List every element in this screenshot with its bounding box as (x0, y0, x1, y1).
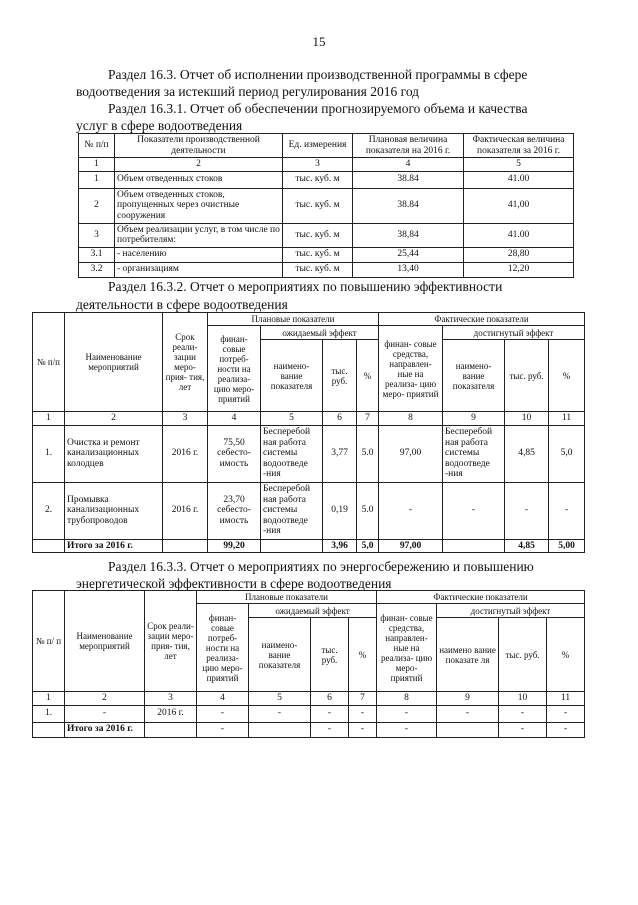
total-row (33, 539, 585, 553)
cell-thrub: 0,19 (323, 482, 357, 539)
section-16-3-3-line1: Раздел 16.3.3. Отчет о мероприятиях по энергосбережению и повышению (108, 559, 534, 574)
col-num: 3 (145, 692, 197, 706)
header-fact: Фактическая величина показателя за 2016 г. (464, 134, 574, 158)
header-plan: Плановые показатели (208, 313, 379, 326)
col-num: 9 (437, 692, 499, 706)
col-num: 2 (65, 692, 145, 706)
cell-term: 2016 г. (163, 425, 208, 482)
cell-fact: 41.00 (464, 223, 574, 247)
cell-thrub-fact: - (499, 705, 547, 722)
header-fin-need: финан- совые потреб- ности на реализа- цию меро- приятий (208, 326, 261, 412)
col-num: 10 (505, 412, 549, 426)
header-expected: ожидаемый эффект (249, 604, 377, 618)
cell-fact: 41.00 (464, 171, 574, 188)
cell-no: 3 (79, 223, 115, 247)
total-thrub-fact: 4,85 (505, 539, 549, 553)
header-no: № п/п (79, 134, 115, 158)
table-row (79, 188, 574, 223)
header-fin-need: финан- совые потреб- ности на реализа- цию меро- приятий (197, 604, 249, 692)
cell-thrub: - (311, 705, 349, 722)
header-indicator: наимено- вание показателя (261, 340, 323, 412)
col-num: 10 (499, 692, 547, 706)
section-16-3-1-line1: Раздел 16.3.1. Отчет об обеспечении прогнозируемого объема и качества (108, 101, 528, 116)
total-fin: 99,20 (208, 539, 261, 553)
col-num: 4 (208, 412, 261, 426)
cell-pct: 5.0 (357, 482, 379, 539)
cell-indicator-fact: - (443, 482, 505, 539)
table-row (33, 705, 585, 722)
cell-pct-fact: - (547, 705, 585, 722)
section-16-3-1-line2: услуг в сфере водоотведения (76, 118, 243, 133)
header-pct: % (549, 340, 585, 412)
cell-fin-fact: 97,00 (379, 425, 443, 482)
section-16-3-2-line1: Раздел 16.3.2. Отчет о мероприятиях по повышению эффективности (108, 279, 503, 294)
cell-fin: - (197, 705, 249, 722)
col-num: 1 (33, 412, 65, 426)
header-pct: % (357, 340, 379, 412)
header-thrub: тыс. руб. (499, 618, 547, 692)
cell-name: Объем реализации услуг, в том числе по потребителям: (115, 223, 283, 247)
header-thrub: тыс. руб. (311, 618, 349, 692)
cell-plan: 38.84 (353, 171, 464, 188)
section-16-3-3-line2: энергетической эффективности в сфере водоотведения (76, 576, 392, 591)
cell-fin: 23,70 себесто- имость (208, 482, 261, 539)
header-fact: Фактические показатели (377, 591, 585, 604)
cell-pct-fact: 5,0 (549, 425, 585, 482)
header-no: № п/ п (33, 591, 65, 692)
cell-plan: 38,84 (353, 223, 464, 247)
col-num: 1 (79, 158, 115, 172)
table-energy-measures (32, 590, 585, 738)
col-num: 6 (311, 692, 349, 706)
cell-name: - (65, 705, 145, 722)
header-name: Наименование мероприятий (65, 313, 163, 412)
header-thrub: тыс. руб. (505, 340, 549, 412)
total-thrub: 3,96 (323, 539, 357, 553)
col-num: 9 (443, 412, 505, 426)
header-indicator: Показатели производственной деятельности (115, 134, 283, 158)
header-pct: % (349, 618, 377, 692)
cell-indicator: Бесперебой ная работа системы водоотведе -ния (261, 482, 323, 539)
cell-fact: 41,00 (464, 188, 574, 223)
total-pct-fact: - (547, 722, 585, 737)
total-pct-fact: 5,00 (549, 539, 585, 553)
header-plan: Плановые показатели (197, 591, 377, 604)
table-row (79, 223, 574, 247)
col-num: 7 (357, 412, 379, 426)
cell-no: 2. (33, 482, 65, 539)
col-num: 2 (65, 412, 163, 426)
header-expected: ожидаемый эффект (261, 326, 379, 340)
header-term: Срок реали- зации меро- прия- тия, лет (145, 591, 197, 692)
total-thrub: - (311, 722, 349, 737)
header-no: № п/п (33, 313, 65, 412)
cell-fact: 12,20 (464, 262, 574, 277)
col-num: 1 (33, 692, 65, 706)
total-fin-fact: - (377, 722, 437, 737)
header-indicator: наимено- вание показателя (249, 618, 311, 692)
cell-unit: тыс. куб. м (283, 171, 353, 188)
col-num: 7 (349, 692, 377, 706)
col-num: 4 (197, 692, 249, 706)
section-16-3-2-line2: деятельности в сфере водоотведения (76, 297, 288, 312)
col-num: 3 (283, 158, 353, 172)
col-num: 5 (261, 412, 323, 426)
header-plan: Плановая величина показателя на 2016 г. (353, 134, 464, 158)
cell-plan: 13,40 (353, 262, 464, 277)
cell-plan: 38.84 (353, 188, 464, 223)
cell-name: Объем отведенных стоков, пропущенных через очистные сооружения (115, 188, 283, 223)
header-fin-fact: финан- совые средства, направлен- ные на реализа- цию меро- приятий (379, 326, 443, 412)
section-16-3-line2: водоотведения за истекший период регулирования 2016 год (76, 84, 420, 99)
cell-fin-fact: - (379, 482, 443, 539)
page-number: 15 (312, 34, 326, 49)
cell-indicator-fact: - (437, 705, 499, 722)
col-num: 6 (323, 412, 357, 426)
table-efficiency-measures (32, 312, 585, 553)
cell-indicator: - (249, 705, 311, 722)
cell-name: - населению (115, 247, 283, 262)
cell-pct: - (349, 705, 377, 722)
header-achieved: достигнутый эффект (437, 604, 585, 618)
col-num: 4 (353, 158, 464, 172)
section-16-3-line1: Раздел 16.3. Отчет об исполнении производственной программы в сфере (108, 67, 528, 82)
total-row (33, 722, 585, 737)
cell-unit: тыс. куб. м (283, 188, 353, 223)
cell-thrub: 3,77 (323, 425, 357, 482)
col-num: 5 (249, 692, 311, 706)
col-num: 2 (115, 158, 283, 172)
header-thrub: тыс. руб. (323, 340, 357, 412)
col-num: 8 (377, 692, 437, 706)
header-name: Наименование мероприятий (65, 591, 145, 692)
cell-plan: 25,44 (353, 247, 464, 262)
cell-no: 3.2 (79, 262, 115, 277)
cell-no: 2 (79, 188, 115, 223)
header-indicator: наимено вание показате ля (437, 618, 499, 692)
table-row (33, 425, 585, 482)
col-num: 5 (464, 158, 574, 172)
col-num: 3 (163, 412, 208, 426)
cell-name: Очистка и ремонт канализационных колодцев (65, 425, 163, 482)
cell-name: - организациям (115, 262, 283, 277)
table-production-indicators (78, 133, 574, 278)
cell-unit: тыс. куб. м (283, 223, 353, 247)
cell-no: 1. (33, 705, 65, 722)
cell-term: 2016 г. (163, 482, 208, 539)
cell-name: Промывка канализационных трубопроводов (65, 482, 163, 539)
cell-unit: тыс. куб. м (283, 247, 353, 262)
cell-unit: тыс. куб. м (283, 262, 353, 277)
col-num: 11 (547, 692, 585, 706)
header-term: Срок реали- зации меро- прия- тия, лет (163, 313, 208, 412)
cell-no: 3.1 (79, 247, 115, 262)
total-fin-fact: 97,00 (379, 539, 443, 553)
total-thrub-fact: - (499, 722, 547, 737)
col-num: 11 (549, 412, 585, 426)
total-label: Итого за 2016 г. (65, 722, 145, 737)
table-row (79, 171, 574, 188)
table-row (33, 482, 585, 539)
cell-fact: 28,80 (464, 247, 574, 262)
cell-indicator-fact: Бесперебой ная работа системы водоотведе -ния (443, 425, 505, 482)
total-fin: - (197, 722, 249, 737)
cell-no: 1 (79, 171, 115, 188)
col-num: 8 (379, 412, 443, 426)
header-indicator: наимено- вание показателя (443, 340, 505, 412)
header-unit: Ед. измерения (283, 134, 353, 158)
cell-name: Объем отведенных стоков (115, 171, 283, 188)
cell-pct-fact: - (549, 482, 585, 539)
cell-term: 2016 г. (145, 705, 197, 722)
cell-indicator: Бесперебой ная работа системы водоотведе -ния (261, 425, 323, 482)
table-row (79, 247, 574, 262)
total-pct: - (349, 722, 377, 737)
header-achieved: достигнутый эффект (443, 326, 585, 340)
header-fact: Фактические показатели (379, 313, 585, 326)
total-label: Итого за 2016 г. (65, 539, 163, 553)
cell-no: 1. (33, 425, 65, 482)
cell-fin: 75,50 себесто- имость (208, 425, 261, 482)
header-fin-fact: финан- совые средства, направлен- ные на реализа- цию меро- приятий (377, 604, 437, 692)
header-pct: % (547, 618, 585, 692)
cell-pct: 5.0 (357, 425, 379, 482)
cell-thrub-fact: - (505, 482, 549, 539)
cell-thrub-fact: 4,85 (505, 425, 549, 482)
total-pct: 5,0 (357, 539, 379, 553)
table-row (79, 262, 574, 277)
cell-fin-fact: - (377, 705, 437, 722)
